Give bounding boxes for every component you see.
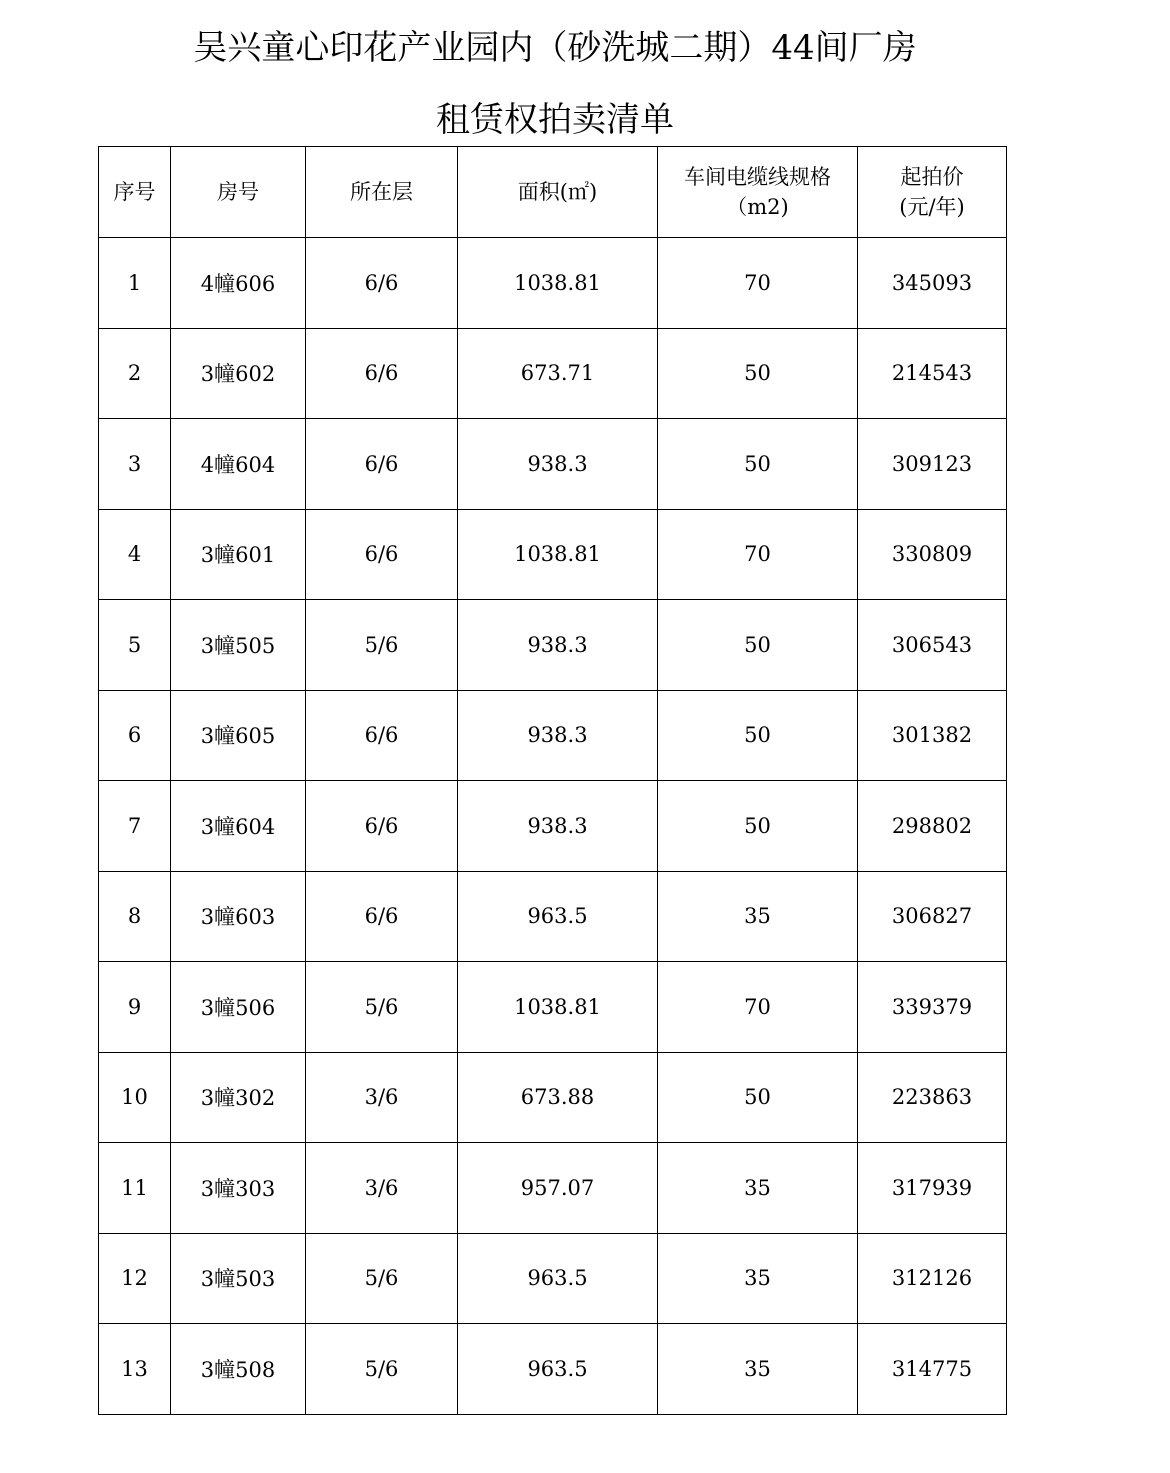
- cell-floor: 6/6: [306, 690, 458, 781]
- cell-serial-number: 2: [99, 328, 171, 419]
- header-area: 面积(㎡): [458, 147, 658, 238]
- cell-area: 1038.81: [458, 238, 658, 329]
- cell-floor: 3/6: [306, 1052, 458, 1143]
- cell-serial-number: 3: [99, 419, 171, 510]
- cell-cable-spec: 35: [658, 1233, 858, 1324]
- cell-floor: 6/6: [306, 509, 458, 600]
- table-row: [99, 1143, 1007, 1234]
- cell-floor: 6/6: [306, 328, 458, 419]
- table-row: [99, 781, 1007, 872]
- cell-floor: 5/6: [306, 1324, 458, 1415]
- table-row: [99, 962, 1007, 1053]
- cell-cable-spec: 50: [658, 419, 858, 510]
- cell-starting-price: 312126: [858, 1233, 1007, 1324]
- header-starting-price: 起拍价 (元/年): [858, 147, 1007, 238]
- cell-floor: 5/6: [306, 600, 458, 691]
- cell-area: 963.5: [458, 1324, 658, 1415]
- cell-serial-number: 9: [99, 962, 171, 1053]
- cell-serial-number: 5: [99, 600, 171, 691]
- table-row: [99, 509, 1007, 600]
- auction-listing-table: [98, 146, 1007, 1415]
- cell-room-number: 4幢604: [171, 419, 306, 510]
- cell-cable-spec: 50: [658, 1052, 858, 1143]
- cell-serial-number: 8: [99, 871, 171, 962]
- cell-serial-number: 1: [99, 238, 171, 329]
- cell-starting-price: 330809: [858, 509, 1007, 600]
- cell-serial-number: 11: [99, 1143, 171, 1234]
- cell-room-number: 3幢602: [171, 328, 306, 419]
- cell-area: 938.3: [458, 690, 658, 781]
- table-body: [99, 238, 1007, 1415]
- cell-starting-price: 317939: [858, 1143, 1007, 1234]
- cell-room-number: 3幢503: [171, 1233, 306, 1324]
- cell-cable-spec: 50: [658, 600, 858, 691]
- header-cable-spec: 车间电缆线规格 （m2): [658, 147, 858, 238]
- cell-starting-price: 306827: [858, 871, 1007, 962]
- cell-starting-price: 301382: [858, 690, 1007, 781]
- cell-serial-number: 13: [99, 1324, 171, 1415]
- table-row: [99, 690, 1007, 781]
- cell-starting-price: 306543: [858, 600, 1007, 691]
- cell-area: 938.3: [458, 781, 658, 872]
- cell-starting-price: 339379: [858, 962, 1007, 1053]
- cell-serial-number: 4: [99, 509, 171, 600]
- cell-starting-price: 223863: [858, 1052, 1007, 1143]
- cell-starting-price: 298802: [858, 781, 1007, 872]
- cell-room-number: 3幢603: [171, 871, 306, 962]
- table-row: [99, 328, 1007, 419]
- cell-cable-spec: 35: [658, 871, 858, 962]
- cell-area: 957.07: [458, 1143, 658, 1234]
- cell-room-number: 3幢505: [171, 600, 306, 691]
- cell-cable-spec: 70: [658, 509, 858, 600]
- cell-cable-spec: 35: [658, 1324, 858, 1415]
- cell-room-number: 4幢606: [171, 238, 306, 329]
- table-row: [99, 419, 1007, 510]
- table-row: [99, 1324, 1007, 1415]
- cell-area: 938.3: [458, 419, 658, 510]
- cell-cable-spec: 50: [658, 781, 858, 872]
- cell-serial-number: 7: [99, 781, 171, 872]
- cell-floor: 6/6: [306, 871, 458, 962]
- cell-area: 1038.81: [458, 962, 658, 1053]
- cell-floor: 6/6: [306, 238, 458, 329]
- cell-floor: 3/6: [306, 1143, 458, 1234]
- cell-starting-price: 345093: [858, 238, 1007, 329]
- cell-cable-spec: 70: [658, 238, 858, 329]
- cell-cable-spec: 35: [658, 1143, 858, 1234]
- cell-room-number: 3幢604: [171, 781, 306, 872]
- cell-floor: 6/6: [306, 781, 458, 872]
- table-row: [99, 600, 1007, 691]
- cell-room-number: 3幢303: [171, 1143, 306, 1234]
- table-row: [99, 871, 1007, 962]
- header-serial-number: 序号: [99, 147, 171, 238]
- cell-floor: 5/6: [306, 1233, 458, 1324]
- cell-floor: 5/6: [306, 962, 458, 1053]
- cell-area: 673.71: [458, 328, 658, 419]
- cell-room-number: 3幢601: [171, 509, 306, 600]
- document-title-line-2: 租赁权拍卖清单: [436, 100, 674, 140]
- table-row: [99, 1052, 1007, 1143]
- header-room-number: 房号: [171, 147, 306, 238]
- table-row: [99, 1233, 1007, 1324]
- cell-starting-price: 314775: [858, 1324, 1007, 1415]
- header-floor: 所在层: [306, 147, 458, 238]
- cell-area: 938.3: [458, 600, 658, 691]
- table-header-row: [99, 147, 1007, 238]
- cell-room-number: 3幢302: [171, 1052, 306, 1143]
- cell-serial-number: 10: [99, 1052, 171, 1143]
- cell-room-number: 3幢506: [171, 962, 306, 1053]
- document-title-line-1: 吴兴童心印花产业园内（砂洗城二期）44间厂房: [193, 28, 917, 68]
- cell-serial-number: 12: [99, 1233, 171, 1324]
- table-row: [99, 238, 1007, 329]
- cell-floor: 6/6: [306, 419, 458, 510]
- cell-room-number: 3幢605: [171, 690, 306, 781]
- cell-starting-price: 309123: [858, 419, 1007, 510]
- cell-area: 963.5: [458, 871, 658, 962]
- cell-area: 673.88: [458, 1052, 658, 1143]
- cell-serial-number: 6: [99, 690, 171, 781]
- cell-cable-spec: 50: [658, 328, 858, 419]
- cell-room-number: 3幢508: [171, 1324, 306, 1415]
- cell-cable-spec: 70: [658, 962, 858, 1053]
- cell-area: 963.5: [458, 1233, 658, 1324]
- cell-area: 1038.81: [458, 509, 658, 600]
- cell-cable-spec: 50: [658, 690, 858, 781]
- cell-starting-price: 214543: [858, 328, 1007, 419]
